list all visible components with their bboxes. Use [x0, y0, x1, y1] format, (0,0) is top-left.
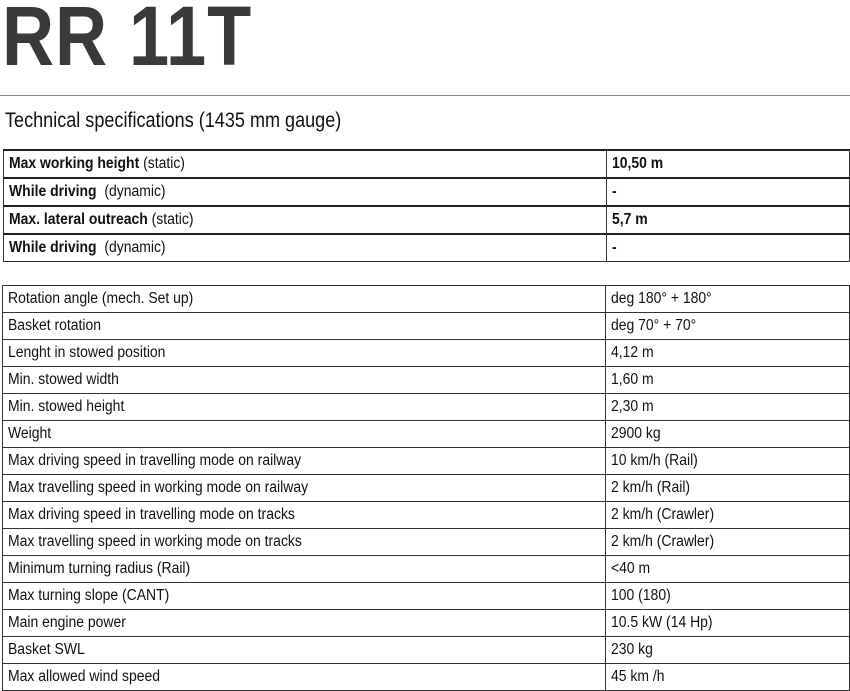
spec-value-text: 100 (180)	[611, 587, 671, 604]
spec-value	[606, 664, 850, 691]
spec-label	[4, 206, 607, 234]
spec-label	[3, 421, 606, 448]
spec-value-text: 10 km/h (Rail)	[611, 452, 698, 469]
spec-label	[3, 610, 606, 637]
spec-value	[606, 340, 850, 367]
spec-label	[3, 448, 606, 475]
spec-label	[4, 150, 607, 178]
table-row	[3, 313, 850, 340]
spec-label	[4, 234, 607, 262]
spec-label-qualifier: (static)	[139, 155, 185, 172]
spec-label-text: Basket rotation	[8, 317, 102, 334]
spec-value-text: deg 70° + 70°	[611, 317, 697, 334]
spec-value-text: deg 180° + 180°	[611, 290, 712, 307]
spec-label-text: Lenght in stowed position	[8, 344, 166, 361]
table-row	[3, 340, 850, 367]
spec-label	[3, 367, 606, 394]
spec-label	[3, 664, 606, 691]
table-row	[3, 394, 850, 421]
spec-label-text: Max driving speed in travelling mode on railway	[8, 452, 302, 469]
spec-value-text: 2 km/h (Crawler)	[611, 506, 715, 523]
spec-value	[606, 610, 850, 637]
spec-value	[607, 234, 850, 262]
spec-value-text: 2900 kg	[611, 425, 661, 442]
spec-value-text: 10,50 m	[612, 155, 664, 172]
spec-label-text: Weight	[8, 425, 52, 442]
spec-label-text: Max travelling speed in working mode on tracks	[8, 533, 302, 550]
spec-label-main: Max. lateral outreach	[9, 211, 148, 228]
spec-value	[606, 529, 850, 556]
spec-label	[3, 502, 606, 529]
table-row	[3, 637, 850, 664]
spec-label	[3, 583, 606, 610]
spec-value-text: 10.5 kW (14 Hp)	[611, 614, 713, 631]
title-divider	[0, 95, 850, 96]
spec-value	[606, 556, 850, 583]
spec-label-text: Min. stowed height	[8, 398, 125, 415]
spec-label-main: Max working height	[9, 155, 140, 172]
spec-label-qualifier: (dynamic)	[96, 183, 166, 200]
spec-value-text: -	[612, 183, 617, 200]
spec-label-text: Max allowed wind speed	[8, 668, 160, 685]
table-row	[3, 583, 850, 610]
spec-value	[606, 286, 850, 313]
spec-value-text: 4,12 m	[611, 344, 654, 361]
general-specs-table	[2, 285, 850, 691]
spec-label-text: Max driving speed in travelling mode on tracks	[8, 506, 295, 523]
spec-label	[3, 529, 606, 556]
spec-value	[606, 475, 850, 502]
table-row	[4, 206, 850, 234]
spec-value	[606, 583, 850, 610]
spec-value-text: <40 m	[611, 560, 651, 577]
spec-value-text: 2 km/h (Rail)	[611, 479, 691, 496]
spec-label-text: Main engine power	[8, 614, 126, 631]
table-row	[4, 150, 850, 178]
table-row	[3, 610, 850, 637]
spec-subtitle: Technical specifications (1435 mm gauge)	[5, 109, 342, 132]
table-row	[3, 529, 850, 556]
spec-value	[607, 150, 850, 178]
spec-value-text: 230 kg	[611, 641, 653, 658]
spec-label-qualifier: (dynamic)	[96, 239, 166, 256]
spec-value	[606, 394, 850, 421]
product-title: RR 11T	[2, 0, 253, 83]
spec-value-text: -	[612, 239, 617, 256]
table-row	[3, 286, 850, 313]
spec-value-text: 45 km /h	[611, 668, 665, 685]
spec-label-text: Basket SWL	[8, 641, 85, 658]
spec-label	[3, 394, 606, 421]
spec-label-main: While driving	[9, 239, 97, 256]
spec-label	[3, 286, 606, 313]
table-row	[3, 664, 850, 691]
spec-label-main: While driving	[9, 183, 97, 200]
spec-value	[606, 448, 850, 475]
spec-value-text: 2,30 m	[611, 398, 654, 415]
spec-value-text: 2 km/h (Crawler)	[611, 533, 715, 550]
height-outreach-table	[3, 149, 850, 262]
spec-label	[3, 637, 606, 664]
spec-label-text: Rotation angle (mech. Set up)	[8, 290, 194, 307]
table-row	[4, 234, 850, 262]
spec-label	[3, 556, 606, 583]
spec-label-text: Max travelling speed in working mode on railway	[8, 479, 309, 496]
table-row	[3, 475, 850, 502]
spec-label-qualifier: (static)	[147, 211, 194, 228]
spec-value	[606, 637, 850, 664]
spec-label-text: Min. stowed width	[8, 371, 119, 388]
table-row	[3, 421, 850, 448]
spec-label	[4, 178, 607, 206]
spec-value-text: 1,60 m	[611, 371, 654, 388]
table-row	[3, 556, 850, 583]
spec-value	[606, 313, 850, 340]
spec-label-text: Minimum turning radius (Rail)	[8, 560, 191, 577]
table-row	[3, 367, 850, 394]
table-row	[3, 502, 850, 529]
spec-value	[607, 206, 850, 234]
spec-value-text: 5,7 m	[612, 211, 648, 228]
spec-label	[3, 313, 606, 340]
spec-value	[606, 367, 850, 394]
spec-label	[3, 475, 606, 502]
table-row	[4, 178, 850, 206]
spec-value	[606, 421, 850, 448]
spec-label-text: Max turning slope (CANT)	[8, 587, 170, 604]
table-row	[3, 448, 850, 475]
spec-label	[3, 340, 606, 367]
spec-value	[606, 502, 850, 529]
spec-value	[607, 178, 850, 206]
